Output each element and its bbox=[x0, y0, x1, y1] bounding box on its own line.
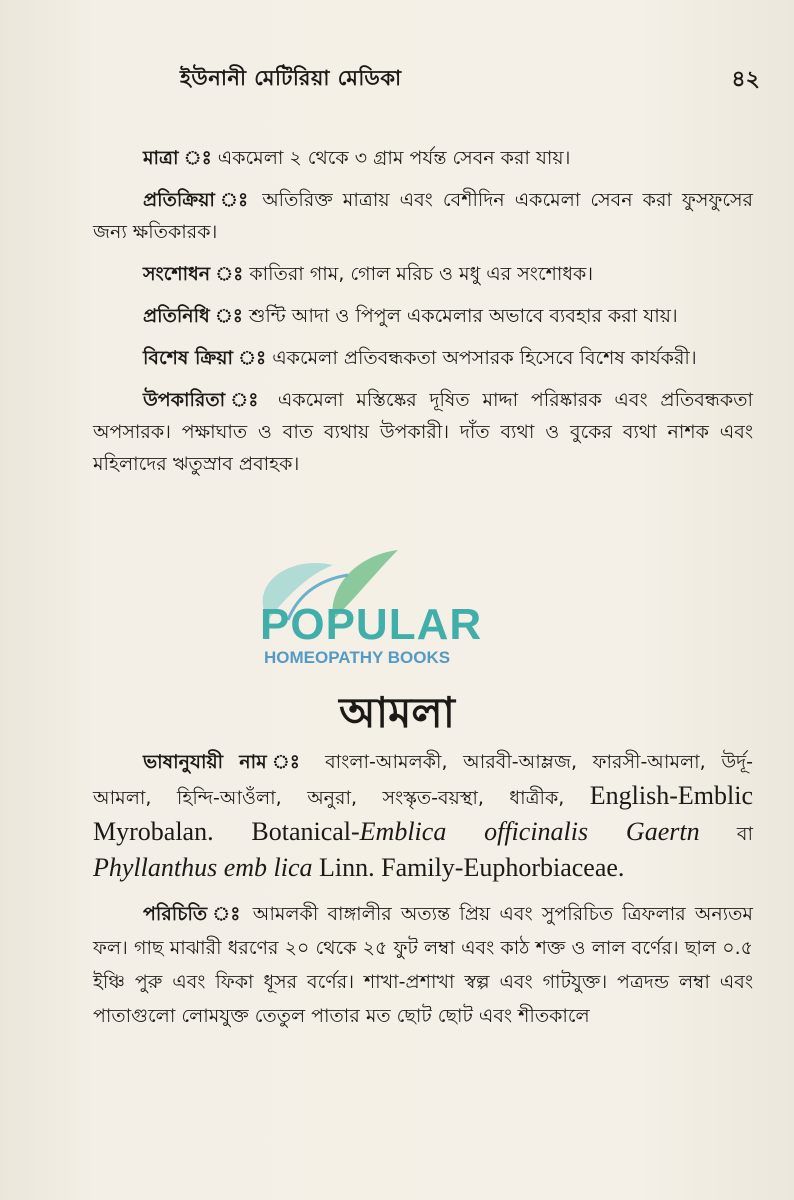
paragraph-text: শুন্টি আদা ও পিপুল একমেলার অভাবে ব্যবহার করা যায়। bbox=[242, 305, 678, 327]
family-name: Linn. Family-Euphorbiaceae. bbox=[312, 853, 625, 882]
paragraph-text: অতিরিক্ত মাত্রায় এবং বেশীদিন একমেলা সেবন করা ফুসফুসের জন্য ক্ষতিকারক। bbox=[93, 189, 753, 243]
paragraph-text: একমেলা ২ থেকে ৩ গ্রাম পর্যন্ত সেবন করা যায়। bbox=[211, 147, 571, 169]
paragraph-label: মাত্রা ঃ bbox=[143, 147, 212, 169]
botanical-name: Emblica officinalis Gaertn bbox=[359, 817, 700, 846]
paragraph-text: কাতিরা গাম, গোল মরিচ ও মধু এর সংশোধক। bbox=[243, 263, 594, 285]
watermark-subtitle: HOMEOPATHY BOOKS bbox=[264, 648, 451, 667]
section-amla bbox=[93, 745, 753, 1043]
publisher-watermark bbox=[248, 545, 568, 675]
paragraph-substitute bbox=[93, 300, 753, 332]
paragraph-reaction bbox=[93, 184, 753, 248]
paragraph-label: সংশোধন ঃ bbox=[143, 263, 244, 285]
paragraph-label: পরিচিতি ঃ bbox=[143, 903, 244, 925]
intro-text: আমলকী বাঙ্গালীর অত্যন্ত প্রিয় এবং সুপরিচিত ত্রিফলার অন্যতম ফল। গাছ মাঝারী ধরণের ২০ থেকে ২৫ ফুট লম্বা এবং কাঠ শক্ত ও লাল বর্ণের। ছাল ০.৫ ইঞ্চি পুরু এবং ফিকা ধূসর বর্ণের। শাখা-প্রশাখা স্বল্প এবং গাটযুক্ত। পত্রদন্ড লম্বা এবং পাতাগুলো লোমযুক্ত তেতুল পাতার মত ছোট ছোট এবং শীতকালে bbox=[93, 903, 753, 1027]
section-ekmela bbox=[93, 142, 753, 490]
paragraph-dose bbox=[93, 142, 753, 174]
english-name: English-Emblic Myrobalan. Botanical- bbox=[93, 781, 753, 846]
paragraph-introduction bbox=[93, 897, 753, 1033]
paragraph-label: প্রতিক্রিয়া ঃ bbox=[143, 189, 253, 211]
running-title: ইউনানী মেটিরিয়া মেডিকা bbox=[180, 66, 402, 90]
paragraph-label: ভাষানুযায়ী নাম ঃ bbox=[143, 751, 310, 773]
paragraph-label: বিশেষ ক্রিয়া ঃ bbox=[143, 347, 267, 369]
paragraph-names bbox=[93, 745, 753, 887]
watermark-title: POPULAR bbox=[260, 600, 483, 649]
paragraph-correction bbox=[93, 258, 753, 290]
paragraph-label: উপকারিতা ঃ bbox=[143, 389, 266, 411]
page-header bbox=[180, 62, 760, 96]
paragraph-text: একমেলা মস্তিষ্কের দূষিত মাদ্দা পরিষ্কারক এবং প্রতিবন্ধকতা অপসারক। পক্ষাঘাত ও বাত ব্যথায় উপকারী। দাঁত ব্যথা ও বুকের ব্যথা নাশক এবং মহিলাদের ঋতুস্রাব প্রবাহক। bbox=[93, 389, 753, 475]
paragraph-special-action bbox=[93, 342, 753, 374]
section-heading-amla: আমলা bbox=[339, 688, 455, 737]
paragraph-text: একমেলা প্রতিবন্ধকতা অপসারক হিসেবে বিশেষ কার্যকরী। bbox=[266, 347, 697, 369]
names-text: বাংলা-আমলকী, আরবী-আম্লজ, ফারসী-আমলা, উর্দূ-আমলা, হিন্দি-আওঁলা, অনুরা, সংস্কৃত-বয়স্থা, ধাত্রীক, bbox=[93, 751, 753, 809]
page-number: ৪২ bbox=[731, 67, 760, 92]
paragraph-label: প্রতিনিধি ঃ bbox=[143, 305, 243, 327]
conjunction-text: বা bbox=[699, 823, 753, 845]
botanical-name-alt: Phyllanthus emb lica bbox=[93, 853, 313, 882]
paragraph-benefits bbox=[93, 384, 753, 480]
